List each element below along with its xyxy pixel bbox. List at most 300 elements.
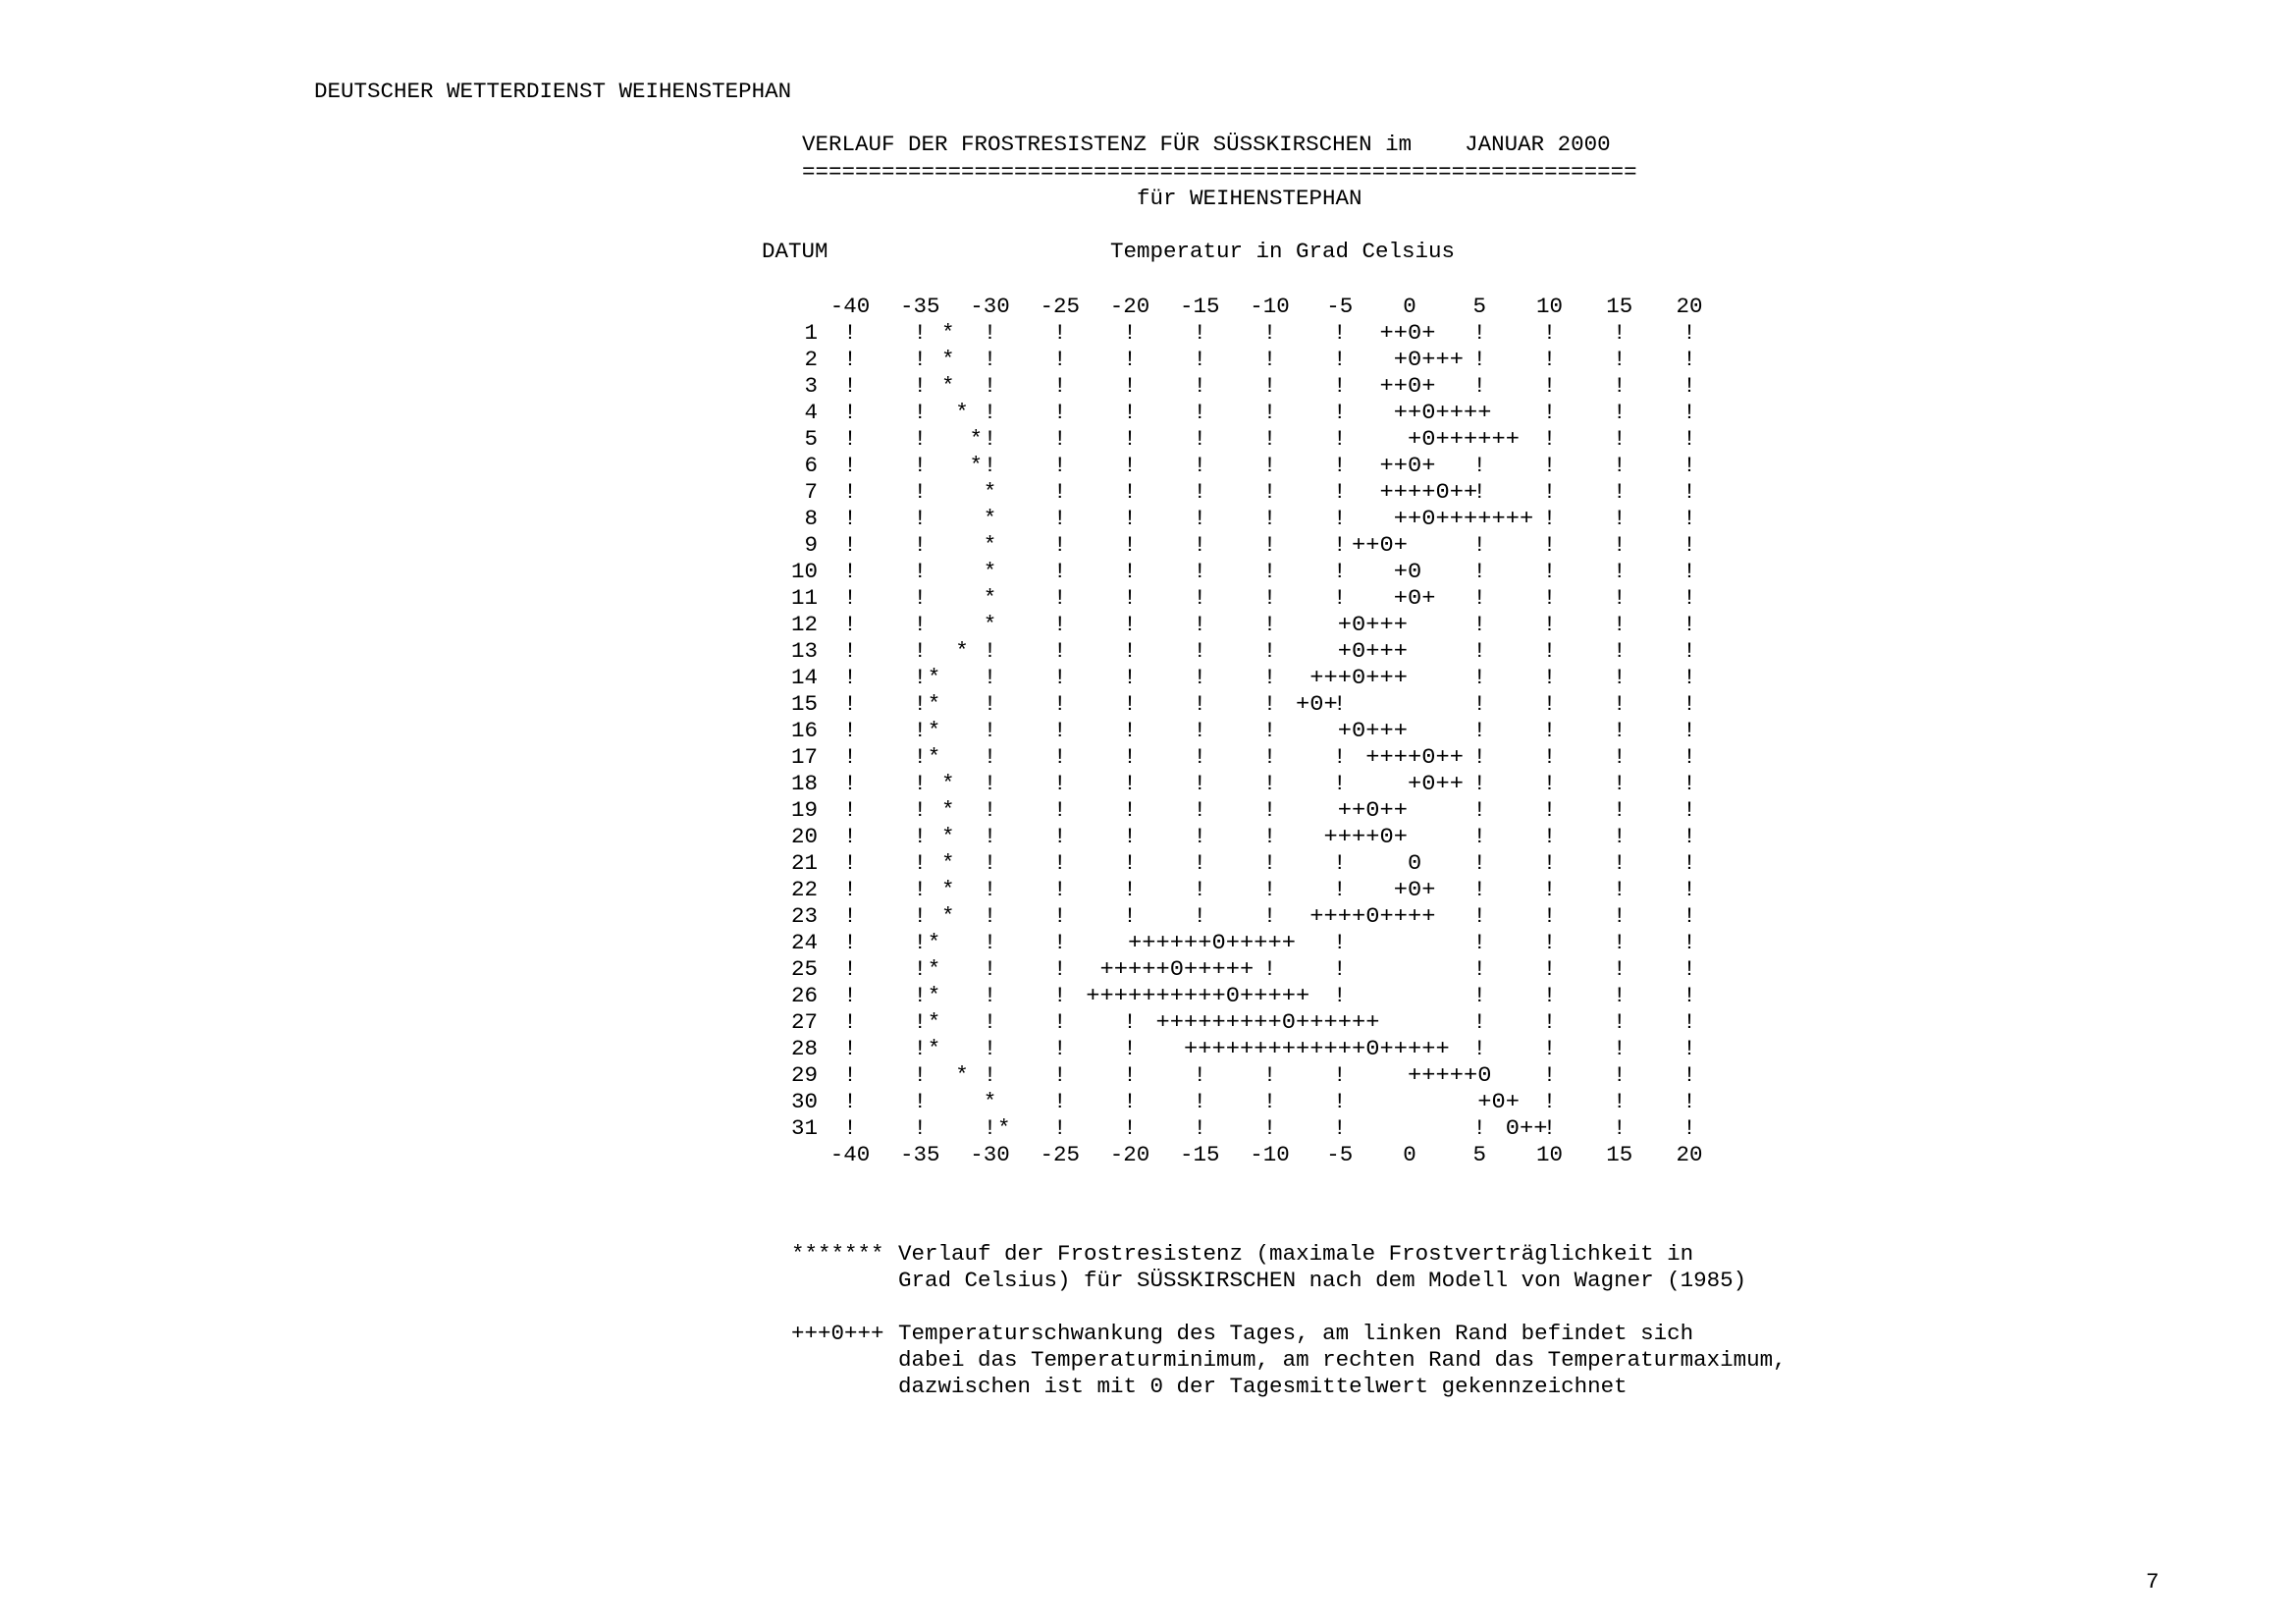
grid-mark: !	[1542, 850, 1557, 876]
grid-mark: !	[1472, 956, 1487, 982]
grid-mark: !	[1542, 532, 1557, 558]
grid-mark: !	[1682, 426, 1696, 452]
x-tick-label-bottom: -20	[1109, 1142, 1150, 1167]
day-label: 17	[790, 744, 818, 770]
grid-mark: !	[1542, 956, 1557, 982]
grid-mark: !	[913, 718, 928, 743]
x-tick-label-bottom: -30	[970, 1142, 1010, 1167]
day-label: 29	[790, 1062, 818, 1088]
frost-resistance-point: *	[983, 506, 997, 531]
grid-mark: !	[1612, 1036, 1627, 1061]
grid-mark: !	[1262, 612, 1277, 637]
grid-mark: !	[913, 479, 928, 505]
frost-resistance-point: *	[927, 1009, 941, 1035]
grid-mark: !	[1612, 691, 1627, 717]
x-tick-label-top: 20	[1676, 294, 1703, 319]
grid-mark: !	[1542, 1009, 1557, 1035]
grid-mark: !	[843, 1062, 857, 1088]
grid-mark: !	[1193, 532, 1207, 558]
grid-mark: !	[1612, 771, 1627, 796]
grid-mark: !	[983, 1036, 997, 1061]
day-label: 8	[804, 506, 818, 531]
grid-mark: !	[1123, 347, 1137, 372]
grid-mark: !	[1682, 1009, 1696, 1035]
grid-mark: !	[1052, 903, 1067, 929]
grid-mark: !	[983, 983, 997, 1008]
frost-resistance-point: *	[940, 797, 955, 823]
day-label: 15	[790, 691, 818, 717]
day-label: 7	[804, 479, 818, 505]
temperature-range-bar: +0+	[1296, 691, 1338, 717]
frost-resistance-point: *	[969, 426, 984, 452]
grid-mark: !	[1193, 877, 1207, 902]
frost-resistance-point: *	[940, 824, 955, 849]
grid-mark: !	[1612, 744, 1627, 770]
grid-mark: !	[913, 1036, 928, 1061]
grid-mark: !	[843, 877, 857, 902]
grid-mark: !	[1612, 1009, 1627, 1035]
grid-mark: !	[1052, 718, 1067, 743]
grid-mark: !	[843, 824, 857, 849]
grid-mark: !	[1123, 744, 1137, 770]
grid-mark: !	[843, 426, 857, 452]
grid-mark: !	[843, 691, 857, 717]
grid-mark: !	[913, 691, 928, 717]
day-label: 13	[790, 638, 818, 664]
grid-mark: !	[1542, 612, 1557, 637]
grid-mark: !	[843, 506, 857, 531]
grid-mark: !	[1123, 479, 1137, 505]
grid-mark: !	[1472, 718, 1487, 743]
grid-mark: !	[843, 797, 857, 823]
frost-resistance-point: *	[955, 400, 969, 425]
grid-mark: !	[1682, 638, 1696, 664]
day-label: 4	[804, 400, 818, 425]
grid-mark: !	[1612, 532, 1627, 558]
grid-mark: !	[1472, 612, 1487, 637]
grid-mark: !	[1542, 479, 1557, 505]
grid-mark: !	[843, 1036, 857, 1061]
grid-mark: !	[843, 1089, 857, 1114]
grid-mark: !	[1262, 426, 1277, 452]
grid-mark: !	[1193, 771, 1207, 796]
day-label: 25	[790, 956, 818, 982]
legend-resistance	[791, 1241, 1787, 1294]
grid-mark: !	[1332, 744, 1347, 770]
grid-mark: !	[1123, 532, 1137, 558]
grid-mark: !	[1472, 930, 1487, 955]
grid-mark: !	[913, 824, 928, 849]
grid-mark: !	[1332, 320, 1347, 346]
grid-mark: !	[1262, 824, 1277, 849]
grid-mark: !	[1193, 1089, 1207, 1114]
grid-mark: !	[983, 850, 997, 876]
day-label: 12	[790, 612, 818, 637]
grid-mark: !	[1193, 585, 1207, 611]
grid-mark: !	[1682, 1115, 1696, 1141]
grid-mark: !	[1542, 797, 1557, 823]
grid-mark: !	[1542, 1036, 1557, 1061]
day-label: 22	[790, 877, 818, 902]
grid-mark: !	[1472, 691, 1487, 717]
grid-mark: !	[913, 506, 928, 531]
grid-mark: !	[1472, 585, 1487, 611]
grid-mark: !	[1193, 691, 1207, 717]
grid-mark: !	[1123, 400, 1137, 425]
x-tick-label-top: -30	[970, 294, 1010, 319]
grid-mark: !	[1123, 1036, 1137, 1061]
grid-mark: !	[913, 612, 928, 637]
x-tick-label-top: -35	[899, 294, 940, 319]
grid-mark: !	[1052, 532, 1067, 558]
frost-resistance-point: *	[940, 320, 955, 346]
temperature-range-bar: +0	[1393, 559, 1422, 584]
grid-mark: !	[913, 373, 928, 399]
grid-mark: !	[983, 665, 997, 690]
grid-mark: !	[1612, 956, 1627, 982]
grid-mark: !	[843, 771, 857, 796]
x-tick-label-top: -10	[1250, 294, 1290, 319]
grid-mark: !	[1682, 1062, 1696, 1088]
temperature-range-bar: +0+++	[1393, 347, 1464, 372]
day-label: 10	[790, 559, 818, 584]
grid-mark: !	[1612, 320, 1627, 346]
grid-mark: !	[1123, 771, 1137, 796]
grid-mark: !	[1682, 691, 1696, 717]
grid-mark: !	[1193, 453, 1207, 478]
grid-mark: !	[1052, 320, 1067, 346]
grid-mark: !	[1542, 930, 1557, 955]
grid-mark: !	[1332, 771, 1347, 796]
grid-mark: !	[1332, 1089, 1347, 1114]
grid-mark: !	[843, 718, 857, 743]
grid-mark: !	[1332, 1062, 1347, 1088]
grid-mark: !	[1682, 320, 1696, 346]
grid-mark: !	[843, 320, 857, 346]
grid-mark: !	[1682, 824, 1696, 849]
grid-mark: !	[1612, 930, 1627, 955]
frost-resistance-point: *	[996, 1115, 1011, 1141]
grid-mark: !	[1472, 903, 1487, 929]
temperature-range-bar: ++0+	[1379, 373, 1436, 399]
temperature-range-bar: ++++++0+++++	[1128, 930, 1296, 955]
grid-mark: !	[1612, 877, 1627, 902]
grid-mark: !	[1123, 1115, 1137, 1141]
grid-mark: !	[1542, 347, 1557, 372]
grid-mark: !	[1123, 559, 1137, 584]
grid-mark: !	[1332, 1115, 1347, 1141]
grid-mark: !	[1542, 585, 1557, 611]
grid-mark: !	[1612, 506, 1627, 531]
grid-mark: !	[1332, 691, 1347, 717]
grid-mark: !	[913, 930, 928, 955]
grid-mark: !	[983, 718, 997, 743]
x-tick-label-top: 10	[1535, 294, 1564, 319]
grid-mark: !	[983, 426, 997, 452]
grid-mark: !	[1682, 744, 1696, 770]
grid-mark: !	[1542, 559, 1557, 584]
grid-mark: !	[1472, 373, 1487, 399]
legend-temperature	[791, 1321, 1787, 1400]
temperature-range-bar: 0	[1408, 850, 1422, 876]
grid-mark: !	[1123, 373, 1137, 399]
temperature-range-bar: 0++	[1505, 1115, 1548, 1141]
temperature-range-bar: +0+	[1393, 585, 1436, 611]
grid-mark: !	[843, 903, 857, 929]
grid-mark: !	[1193, 638, 1207, 664]
grid-mark: !	[1682, 930, 1696, 955]
temperature-range-bar: ++++0++++	[1309, 903, 1436, 929]
frost-resistance-point: *	[927, 744, 941, 770]
grid-mark: !	[1052, 1089, 1067, 1114]
grid-mark: !	[1193, 1062, 1207, 1088]
temperature-range-bar: +0++	[1408, 771, 1464, 796]
grid-mark: !	[1682, 347, 1696, 372]
temperature-range-bar: +++++0	[1408, 1062, 1492, 1088]
grid-mark: !	[1123, 665, 1137, 690]
grid-mark: !	[1332, 373, 1347, 399]
grid-mark: !	[1052, 559, 1067, 584]
frost-resistance-point: *	[983, 612, 997, 637]
temperature-range-bar: ++0++	[1337, 797, 1408, 823]
grid-mark: !	[1193, 479, 1207, 505]
day-label: 16	[790, 718, 818, 743]
day-label: 18	[790, 771, 818, 796]
grid-mark: !	[1052, 638, 1067, 664]
frost-resistance-point: *	[927, 691, 941, 717]
temperature-range-bar: +++++++++++++0+++++	[1184, 1036, 1450, 1061]
frost-resistance-point: *	[983, 479, 997, 505]
grid-mark: !	[1542, 691, 1557, 717]
grid-mark: !	[1332, 956, 1347, 982]
grid-mark: !	[1682, 903, 1696, 929]
grid-mark: !	[843, 983, 857, 1008]
grid-mark: !	[1612, 718, 1627, 743]
grid-mark: !	[843, 612, 857, 637]
grid-mark: !	[1123, 718, 1137, 743]
grid-mark: !	[1123, 1009, 1137, 1035]
grid-mark: !	[913, 665, 928, 690]
x-tick-label-bottom: 10	[1535, 1142, 1564, 1167]
day-label: 30	[790, 1089, 818, 1114]
grid-mark: !	[1612, 797, 1627, 823]
grid-mark: !	[1472, 638, 1487, 664]
grid-mark: !	[913, 744, 928, 770]
grid-mark: !	[913, 983, 928, 1008]
day-label: 21	[790, 850, 818, 876]
temperature-range-bar: ++0+	[1352, 532, 1408, 558]
grid-mark: !	[1123, 824, 1137, 849]
temperature-range-bar: +0++++++	[1408, 426, 1520, 452]
frost-resistance-point: *	[927, 956, 941, 982]
grid-mark: !	[1542, 320, 1557, 346]
grid-mark: !	[1612, 1089, 1627, 1114]
grid-mark: !	[1332, 426, 1347, 452]
grid-mark: !	[1542, 400, 1557, 425]
grid-mark: !	[1612, 400, 1627, 425]
grid-mark: !	[983, 347, 997, 372]
legend	[791, 1241, 1787, 1427]
grid-mark: !	[1612, 612, 1627, 637]
grid-mark: !	[1682, 983, 1696, 1008]
legend-temperature-symbol: +++0+++	[791, 1321, 884, 1346]
grid-mark: !	[1542, 718, 1557, 743]
grid-mark: !	[983, 1062, 997, 1088]
grid-mark: !	[1193, 559, 1207, 584]
grid-mark: !	[1332, 453, 1347, 478]
grid-mark: !	[1682, 956, 1696, 982]
grid-mark: !	[1262, 1062, 1277, 1088]
grid-mark: !	[1052, 453, 1067, 478]
grid-mark: !	[1472, 559, 1487, 584]
grid-mark: !	[1193, 506, 1207, 531]
frost-resistance-point: *	[940, 877, 955, 902]
grid-mark: !	[983, 744, 997, 770]
day-label: 20	[790, 824, 818, 849]
x-tick-label-top: 15	[1606, 294, 1633, 319]
grid-mark: !	[1262, 1115, 1277, 1141]
grid-mark: !	[913, 453, 928, 478]
frost-resistance-point: *	[969, 453, 984, 478]
grid-mark: !	[1542, 983, 1557, 1008]
grid-mark: !	[1682, 797, 1696, 823]
grid-mark: !	[1262, 532, 1277, 558]
frost-resistance-point: *	[983, 585, 997, 611]
grid-mark: !	[1612, 559, 1627, 584]
grid-mark: !	[1332, 400, 1347, 425]
grid-mark: !	[1052, 983, 1067, 1008]
grid-mark: !	[1052, 824, 1067, 849]
grid-mark: !	[1682, 718, 1696, 743]
grid-mark: !	[1052, 1062, 1067, 1088]
grid-mark: !	[1472, 347, 1487, 372]
grid-mark: !	[1682, 479, 1696, 505]
grid-mark: !	[1612, 585, 1627, 611]
grid-mark: !	[1542, 744, 1557, 770]
grid-mark: !	[1612, 903, 1627, 929]
day-label: 24	[790, 930, 818, 955]
grid-mark: !	[913, 903, 928, 929]
grid-mark: !	[1123, 850, 1137, 876]
grid-mark: !	[983, 320, 997, 346]
grid-mark: !	[1052, 373, 1067, 399]
grid-mark: !	[1542, 453, 1557, 478]
grid-mark: !	[1612, 1115, 1627, 1141]
grid-mark: !	[843, 585, 857, 611]
grid-mark: !	[1193, 744, 1207, 770]
grid-mark: !	[1193, 400, 1207, 425]
legend-resistance-symbol: *******	[791, 1241, 884, 1267]
grid-mark: !	[983, 1009, 997, 1035]
grid-mark: !	[983, 771, 997, 796]
grid-mark: !	[913, 400, 928, 425]
temperature-range-bar: +0+++	[1337, 718, 1408, 743]
grid-mark: !	[1052, 850, 1067, 876]
grid-mark: !	[1332, 930, 1347, 955]
grid-mark: !	[1472, 1115, 1487, 1141]
grid-mark: !	[983, 824, 997, 849]
grid-mark: !	[1262, 453, 1277, 478]
grid-mark: !	[843, 532, 857, 558]
grid-mark: !	[1193, 426, 1207, 452]
grid-mark: !	[1472, 532, 1487, 558]
grid-mark: !	[1123, 453, 1137, 478]
grid-mark: !	[1262, 320, 1277, 346]
grid-mark: !	[1682, 771, 1696, 796]
grid-mark: !	[1612, 824, 1627, 849]
grid-mark: !	[1052, 1036, 1067, 1061]
day-label: 31	[790, 1115, 818, 1141]
grid-mark: !	[1472, 771, 1487, 796]
grid-mark: !	[1542, 903, 1557, 929]
grid-mark: !	[1542, 665, 1557, 690]
grid-mark: !	[1262, 718, 1277, 743]
grid-mark: !	[1123, 903, 1137, 929]
temperature-range-bar: ++0+	[1379, 320, 1436, 346]
grid-mark: !	[1193, 903, 1207, 929]
grid-mark: !	[913, 771, 928, 796]
grid-mark: !	[1262, 850, 1277, 876]
x-tick-label-top: -40	[829, 294, 871, 319]
grid-mark: !	[1472, 665, 1487, 690]
grid-mark: !	[1262, 665, 1277, 690]
grid-mark: !	[1612, 426, 1627, 452]
grid-mark: !	[1612, 347, 1627, 372]
grid-mark: !	[1123, 612, 1137, 637]
day-label: 6	[804, 453, 818, 478]
grid-mark: !	[1682, 559, 1696, 584]
grid-mark: !	[913, 850, 928, 876]
temperature-range-bar: ++++0++	[1365, 744, 1464, 770]
grid-mark: !	[1052, 797, 1067, 823]
grid-mark: !	[1472, 824, 1487, 849]
grid-mark: !	[1193, 347, 1207, 372]
day-label: 14	[790, 665, 818, 690]
frost-resistance-point: *	[927, 665, 941, 690]
grid-mark: !	[913, 1115, 928, 1141]
frost-resistance-point: *	[927, 718, 941, 743]
grid-mark: !	[1682, 453, 1696, 478]
frost-resistance-point: *	[983, 559, 997, 584]
grid-mark: !	[1542, 1115, 1557, 1141]
day-label: 9	[804, 532, 818, 558]
grid-mark: !	[1052, 585, 1067, 611]
grid-mark: !	[843, 1009, 857, 1035]
day-label: 19	[790, 797, 818, 823]
grid-mark: !	[983, 877, 997, 902]
x-tick-label-top: -25	[1040, 294, 1081, 319]
grid-mark: !	[1682, 585, 1696, 611]
grid-mark: !	[1472, 1009, 1487, 1035]
grid-mark: !	[1123, 877, 1137, 902]
title-underline: ===============================================================	[802, 159, 1637, 185]
grid-mark: !	[913, 559, 928, 584]
grid-mark: !	[1123, 506, 1137, 531]
temperature-range-bar: +++++0+++++	[1099, 956, 1255, 982]
day-label: 5	[804, 426, 818, 452]
legend-temperature-text: Temperaturschwankung des Tages, am linken Rand befindet sich dabei das Temperaturminimum, am rechten Rand das Temperaturmaximum, dazwischen ist mit 0 der Tagesmittelwert gekennzeichnet	[898, 1321, 1787, 1399]
grid-mark: !	[1682, 850, 1696, 876]
temperature-range-bar: +0+++	[1337, 638, 1408, 664]
grid-mark: !	[843, 744, 857, 770]
grid-mark: !	[843, 956, 857, 982]
grid-mark: !	[1262, 347, 1277, 372]
grid-mark: !	[1612, 373, 1627, 399]
temperature-range-bar: +++0+++	[1309, 665, 1408, 690]
frost-resistance-point: *	[955, 1062, 969, 1088]
grid-mark: !	[983, 638, 997, 664]
legend-resistance-text: Verlauf der Frostresistenz (maximale Frostverträglichkeit in Grad Celsius) für SÜSSKIRSCHEN nach dem Modell von Wagner (1985)	[898, 1241, 1747, 1293]
